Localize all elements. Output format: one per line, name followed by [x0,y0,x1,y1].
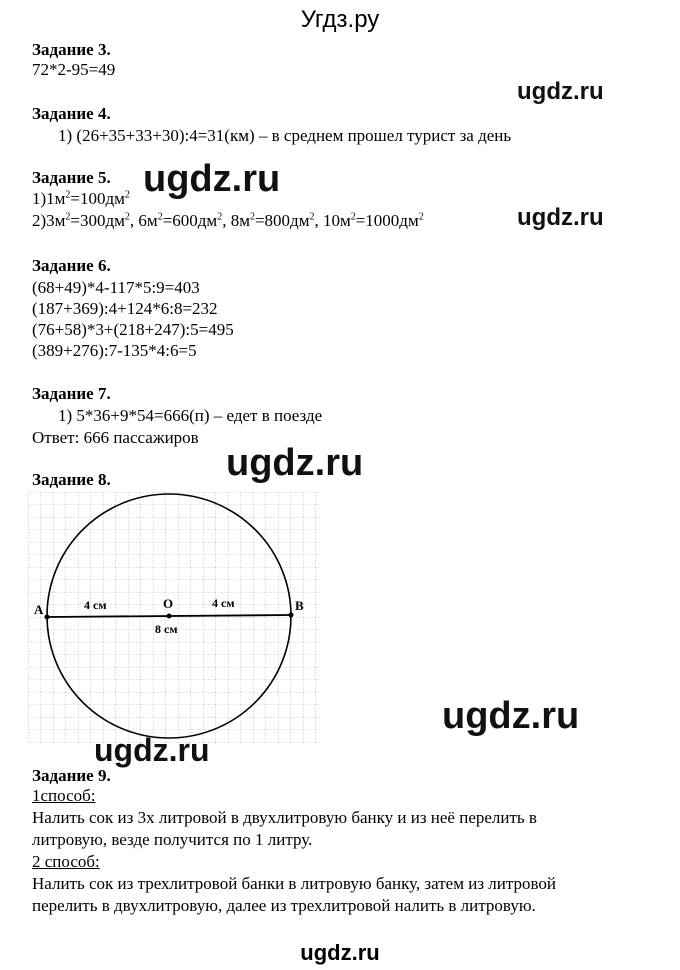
task9-way1-title: 1способ: [32,786,96,805]
point-a [45,615,50,620]
label-a: A [34,602,44,617]
watermark: ugdz.ru [226,442,364,484]
task7-title: Задание 7. [32,384,111,403]
task9-way2-line: Налить сок из трехлитровой банки в литровую банку, затем из литровой [32,874,557,893]
grid-background [28,492,320,744]
task6-title: Задание 6. [32,256,111,275]
task5-title: Задание 5. [32,168,111,187]
label-b: B [295,598,304,613]
task5-line1: $1)1м^2=100дм^2$ [32,189,130,208]
task6-line: (68+49)*4-117*5:9=403 [32,278,200,297]
task6-line: (389+276):7-135*4:6=5 [32,341,197,360]
task5-line2: $2)3м^2=300дм^2$, $6м^2=600дм^2$, $8м^2=800дм^2$, $10м^2=1000дм^2$ [32,211,424,230]
task7-answer: Ответ: 666 пассажиров [32,428,199,447]
task9-title: Задание 9. [32,766,111,785]
task6-line: (187+369):4+124*6:8=232 [32,299,218,318]
watermark: ugdz.ru [94,732,210,768]
watermark: ugdz.ru [517,78,604,105]
label-diameter: 8 см [155,622,178,636]
task3-title: Задание 3. [32,40,111,59]
task9-way2-line: перелить в двухлитровую, далее из трехлитровой налить в литровую. [32,896,536,915]
task9-way1-line: Налить сок из 3х литровой в двухлитровую банку и из неё перелить в [32,808,537,827]
label-o: O [163,596,174,611]
label-right-radius: 4 см [212,596,235,610]
task3-line: 72*2-95=49 [32,60,116,79]
task9-way1-line: литровую, везде получится по 1 литру. [32,830,313,849]
point-b [289,613,294,618]
label-left-radius: 4 см [84,598,107,612]
task7-line: 1) 5*36+9*54=666(п) – едет в поезде [58,406,323,425]
watermark: ugdz.ru [517,204,604,231]
point-o [167,614,172,619]
watermark: ugdz.ru [143,158,281,200]
footer-watermark: ugdz.ru [300,940,380,965]
task9-way2-title: 2 способ: [32,852,100,871]
watermark: ugdz.ru [442,695,580,737]
task8-title: Задание 8. [32,470,111,489]
task4-title: Задание 4. [32,104,111,123]
site-title: Угдз.ру [300,6,380,33]
task6-line: (76+58)*3+(218+247):5=495 [32,320,234,339]
task4-line: 1) (26+35+33+30):4=31(км) – в среднем прошел турист за день [58,126,512,145]
